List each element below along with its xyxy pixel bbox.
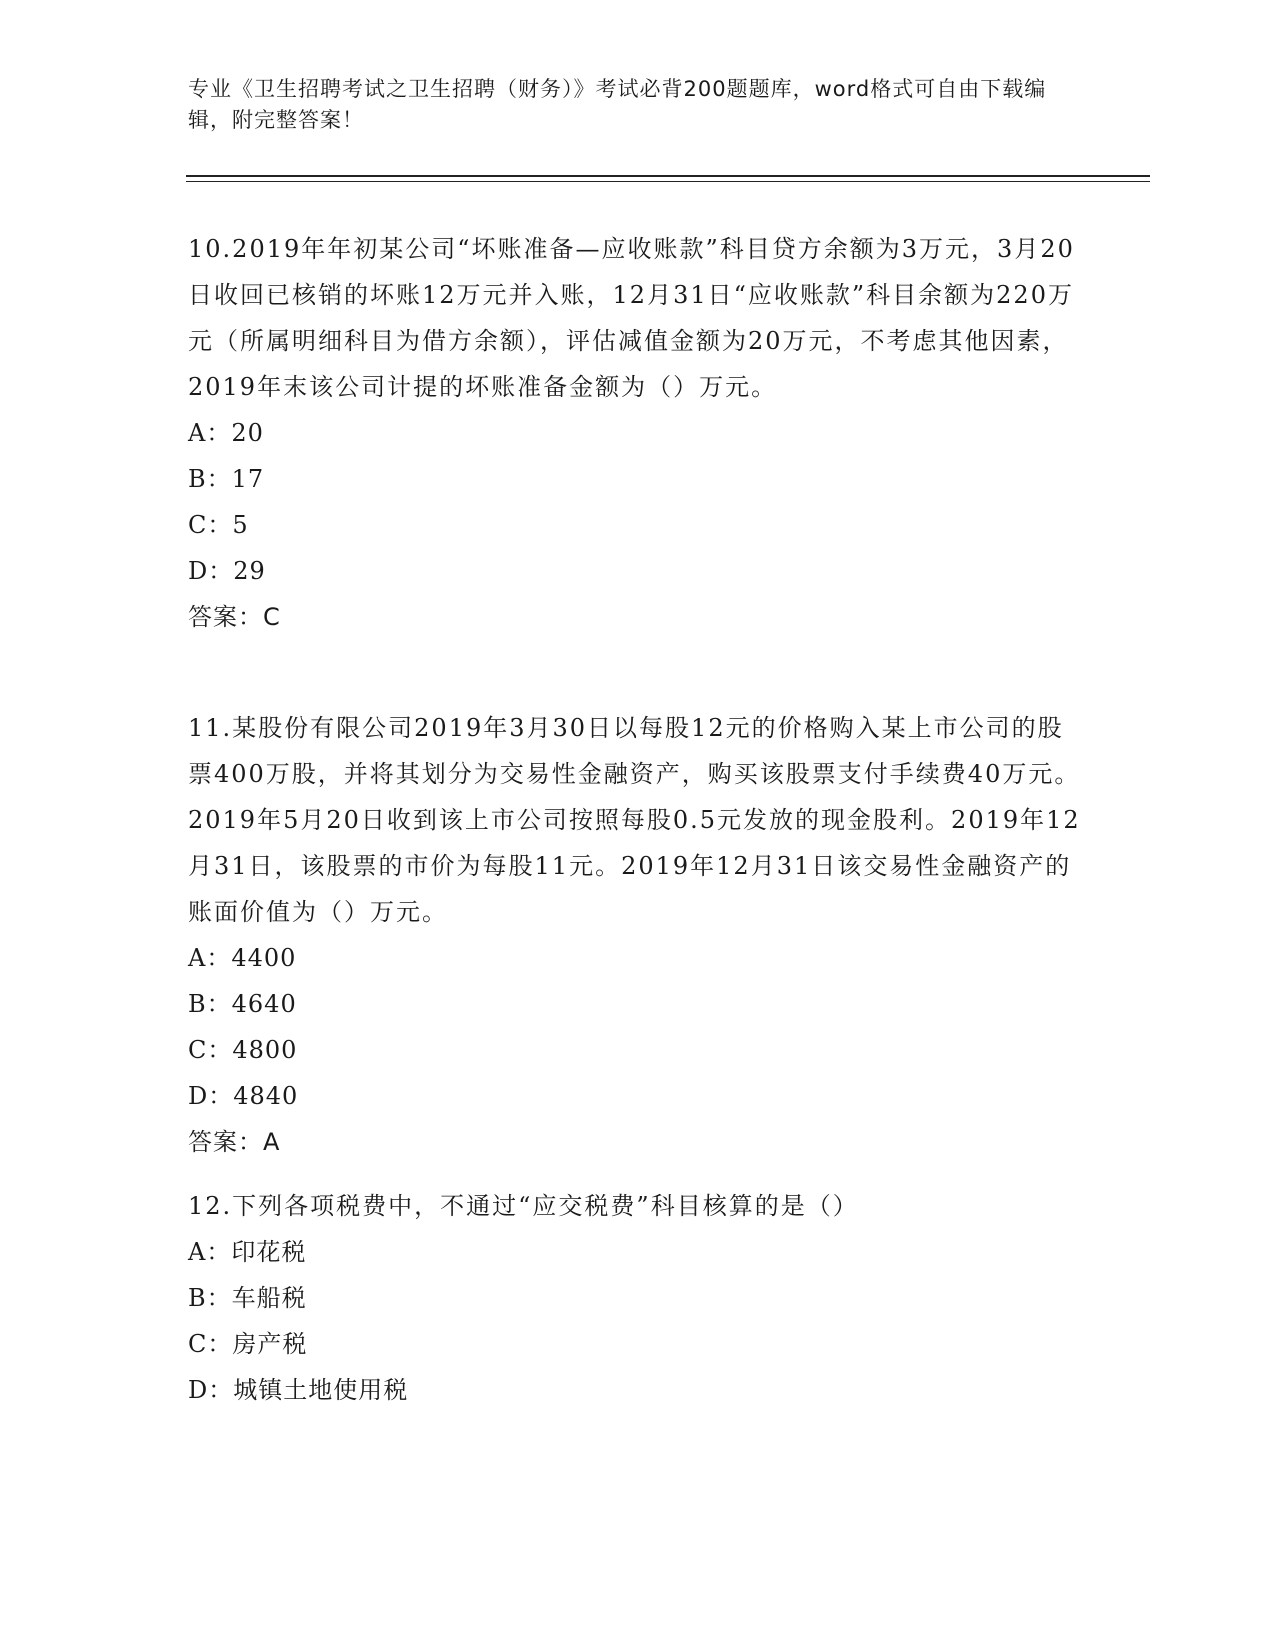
option-a: A：4400 [188,944,297,972]
question-stem: 11.某股份有限公司2019年3月30日以每股12元的价格购入某上市公司的股票400万股，并将其划分为交易性金融资产，购买该股票支付手续费40万元。2019年5月20日收到该上市公司按照每股0.5元发放的现金股利。2019年12月31日，该股票的市价为每股11元。2019年12月31日该交易性金融资产的账面价值为（）万元。 [188,714,1081,926]
document-header: 专业《卫生招聘考试之卫生招聘（财务）》考试必背200题题库，word格式可自由下载编辑，附完整答案！ [188,77,1047,132]
answer: 答案：A [188,1128,281,1156]
question-stem: 12.下列各项税费中，不通过“应交税费”科目核算的是（） [188,1192,859,1220]
answer: 答案：C [188,603,281,631]
option-b: B：4640 [188,990,297,1018]
option-a: A：印花税 [188,1238,307,1266]
option-b: B：车船税 [188,1284,307,1312]
question-11 [188,705,1088,1165]
option-d: D：29 [188,557,266,585]
option-c: C：房产税 [188,1330,308,1358]
option-d: D：城镇土地使用税 [188,1376,409,1404]
option-c: C：5 [188,511,249,539]
question-10 [188,226,1088,640]
header-divider [186,175,1150,177]
option-c: C：4800 [188,1036,298,1064]
option-d: D：4840 [188,1082,299,1110]
question-stem: 10.2019年年初某公司“坏账准备—应收账款”科目贷方余额为3万元，3月20日收回已核销的坏账12万元并入账，12月31日“应收账款”科目余额为220万元（所属明细科目为借方余额），评估减值金额为20万元，不考虑其他因素，2019年末该公司计提的坏账准备金额为（）万元。 [188,235,1075,401]
option-a: A：20 [188,419,264,447]
header-divider-thin [186,181,1150,182]
question-12 [188,1183,1088,1413]
option-b: B：17 [188,465,265,493]
